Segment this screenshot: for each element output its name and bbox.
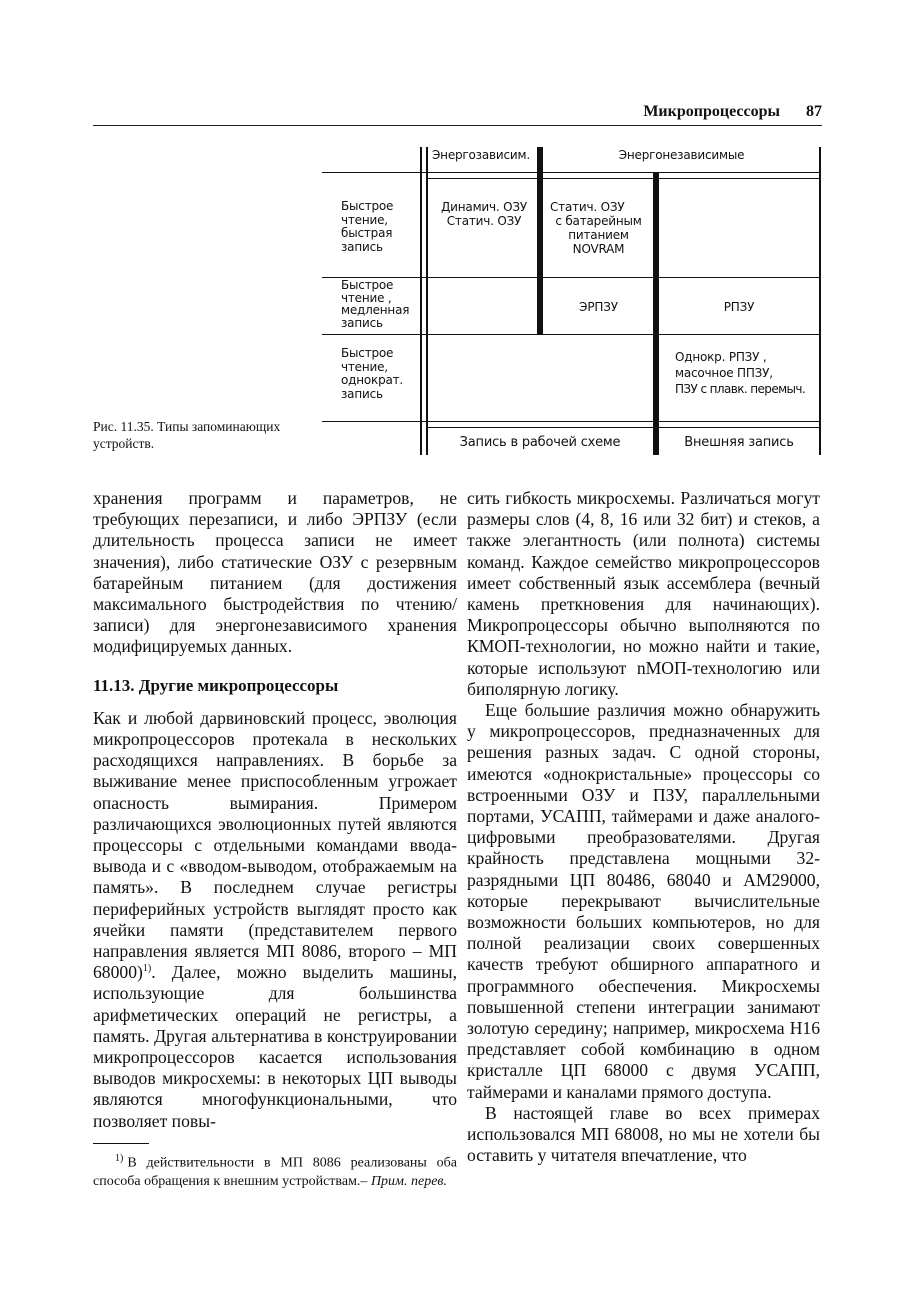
page-number: 87 [806, 103, 822, 120]
table-line [426, 427, 820, 428]
figure-caption: Рис. 11.35. Типы запоминающих устройств. [93, 419, 281, 451]
group-header-nonvolatile: Энергонезависимые [618, 148, 745, 162]
cell-eeprom: ЭРПЗУ [579, 300, 618, 314]
right-column [467, 488, 820, 1167]
table-line [426, 178, 820, 179]
cell-battery-sram: Статич. ОЗУ с батарейным питанием NOVRAM [550, 200, 642, 256]
left-column [93, 488, 457, 1132]
footer-external-write: Внешняя запись [684, 435, 794, 450]
running-title: Микропроцессоры [643, 103, 780, 120]
paragraph: Еще большие различия можно обнаружить у микропроцессоров, предназначенных для решения разных задач. С одной стороны, имеются «однокристальные» процессоры со встроенными ОЗУ и ПЗУ, параллельными портами, УСАПП, таймерами и даже аналого-цифровыми преобразователями. Другая крайность представлена мощными 32-разрядными ЦП 80486, 68040 и AM29000, которые перекрывают вычислительные возможности больших компьютеров, но для полной реализации своих совершенных качеств требуют обширного аппаратного и программного обеспечения. Микросхемы повышенной степени интеграции занимают золотую середину; например, микросхема H16 представляет собой комбинацию в одном кристалле ЦП 68000 с двумя УСАПП, таймерами и каналами прямого доступа. [467, 700, 820, 1102]
cell-otp-rom: Однокр. РПЗУ , масочное ППЗУ, ПЗУ с плавк. перемыч. [675, 350, 806, 396]
table-line [322, 172, 820, 173]
paragraph: хранения программ и параметров, не требующих перезаписи, и либо ЭРПЗУ (если длительность процесса записи не имеет значения), либо статические ОЗУ с резервным батарейным питанием (для достижения максимального быстродействия по чтению/записи) для энергонезависимого хранения модифицируемых данных. [93, 488, 457, 657]
table-line [322, 421, 820, 422]
translator-note: Прим. перев. [370, 1173, 447, 1189]
cell-volatile-ram: Динамич. ОЗУ Статич. ОЗУ [441, 200, 527, 228]
footer-in-circuit-write: Запись в рабочей схеме [459, 435, 621, 450]
paragraph: сить гибкость микросхемы. Различаться могут размеры слов (4, 8, 16 или 32 бит) и стеков, а также элегантность (или полнота) системы команд. Каждое семейство микропроцессоров имеет собственный язык ассемблера (вечный камень преткновения для начинающих). Микропроцессоры обычно выполняются по КМОП-технологии, но можно найти и такие, которые используют nМОП-технологию или биполярную логику. [467, 488, 820, 699]
table-line [426, 147, 428, 455]
footnote-mark: 1) [115, 1153, 124, 1164]
paragraph: В настоящей главе во всех примерах использовался МП 68008, но мы не хотели бы оставить у читателя впечатление, что [467, 1102, 820, 1166]
footnote-reference: 1) [142, 963, 152, 975]
section-heading: 11.13. Другие микропроцессоры [93, 675, 339, 695]
row-label-one-time-write: Быстрое чтение, однократ. запись [341, 346, 404, 401]
table-line [819, 147, 821, 455]
row-label-slow-write: Быстрое чтение , медленная запись [341, 278, 410, 330]
footnote-rule [93, 1143, 149, 1144]
row-label-fast-write: Быстрое чтение, быстрая запись [341, 199, 394, 254]
footnote: $^{1)}$ В действительности в МП 8086 реализованы оба способа обращения к внешним устройствам.– Прим. перев. [93, 1153, 457, 1189]
group-header-volatile: Энергозависим. [432, 148, 530, 162]
table-divider-thick [537, 147, 543, 334]
memory-types-figure [0, 0, 912, 470]
cell-eprom: РПЗУ [723, 300, 755, 314]
table-divider-thick [653, 173, 659, 455]
table-line [420, 147, 422, 455]
table-line [322, 334, 820, 335]
paragraph: Как и любой дарвиновский процесс, эволюция микропроцессоров протекала в нескольких расходящихся направлениях. В борьбе за выживание менее приспособленным угрожает опасность вымирания. Примером различающихся эволюционных путей являются процессоры с отдельными командами ввода-вывода и с «вводом-выводом, отображаемым на память». В последнем случае регистры периферийных устройств выглядят просто как ячейки памяти (представителем первого направления является МП 8086, второго – МП 68000)$^{1)}$. Далее, можно выделить машины, использующие для большинства арифметических операций не регистры, а память. Другая альтернатива в конструировании микропроцессоров касается использования выводов микросхемы: в некоторых ЦП выводы являются многофункциональными, что позволяет повы- [93, 707, 457, 1131]
